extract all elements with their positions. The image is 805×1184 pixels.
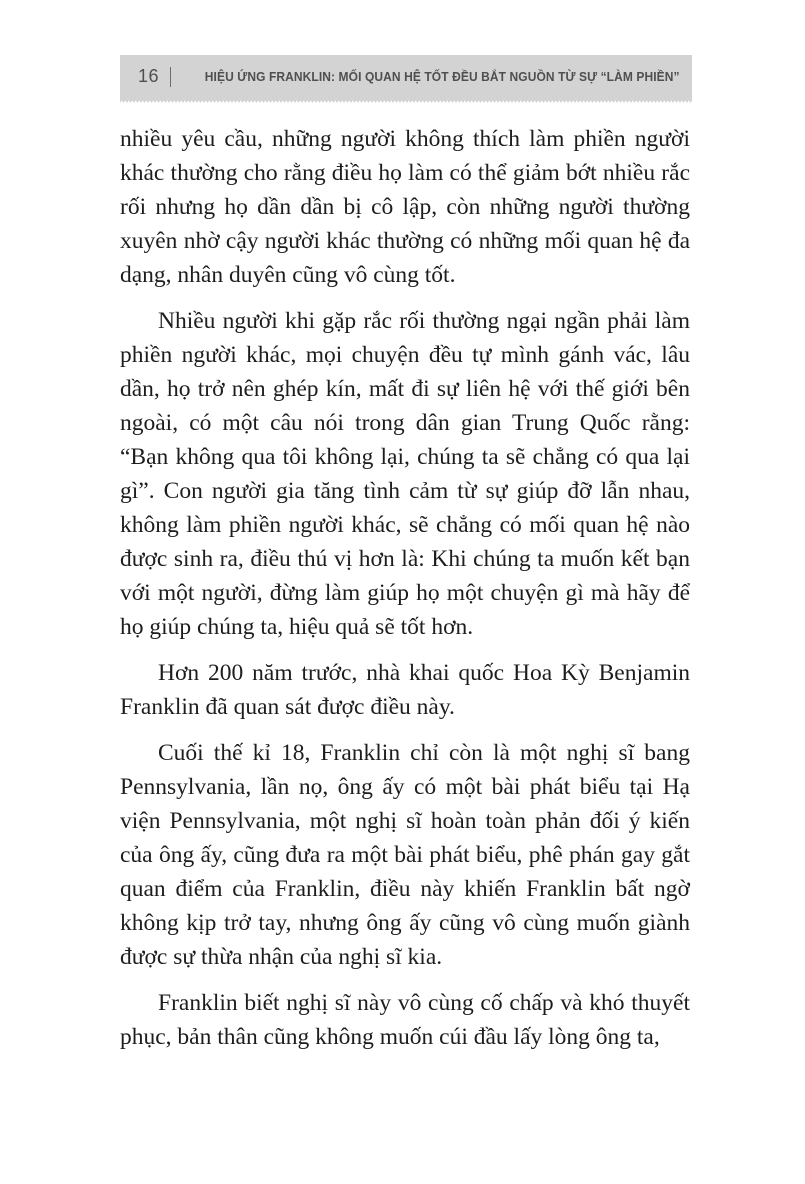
running-title: HIỆU ỨNG FRANKLIN: MỐI QUAN HỆ TỐT ĐỀU BẮT NGUỒN TỪ SỰ “LÀM PHIỀN” — [205, 69, 680, 84]
page-body — [120, 122, 690, 1066]
paragraph-3: Hơn 200 năm trước, nhà khai quốc Hoa Kỳ Benjamin Franklin đã quan sát được điều này. — [120, 660, 690, 720]
paragraph-2: Nhiều người khi gặp rắc rối thường ngại ngần phải làm phiền người khác, mọi chuyện đều tự mình gánh vác, lâu dần, họ trở nên ghép kín, mất đi sự liên hệ với thế giới bên ngoài, có một câu nói trong dân gian Trung Quốc rằng: “Bạn không qua tôi không lại, chúng ta sẽ chẳng có qua lại gì”. Con người gia tăng tình cảm từ sự giúp đỡ lẫn nhau, không làm phiền người khác, sẽ chẳng có mối quan hệ nào được sinh ra, điều thú vị hơn là: Khi chúng ta muốn kết bạn với một người, đừng làm giúp họ một chuyện gì mà hãy để họ giúp chúng ta, hiệu quả sẽ tốt hơn. — [120, 308, 690, 640]
paragraph-4: Cuối thế kỉ 18, Franklin chỉ còn là một nghị sĩ bang Pennsylvania, lần nọ, ông ấy có một bài phát biểu tại Hạ viện Pennsylvania, một nghị sĩ hoàn toàn phản đối ý kiến của ông ấy, cũng đưa ra một bài phát biểu, phê phán gay gắt quan điểm của Franklin, điều này khiến Franklin bất ngờ không kịp trở tay, nhưng ông ấy cũng vô cùng muốn giành được sự thừa nhận của nghị sĩ kia. — [120, 740, 690, 970]
page-header — [120, 55, 692, 103]
running-header-bar — [120, 55, 692, 98]
perforated-edge — [120, 98, 692, 103]
paragraph-1: nhiều yêu cầu, những người không thích làm phiền người khác thường cho rằng điều họ làm có thể giảm bớt nhiều rắc rối nhưng họ dần dần bị cô lập, còn những người thường xuyên nhờ cậy người khác thường có những mối quan hệ đa dạng, nhân duyên cũng vô cùng tốt. — [120, 126, 690, 288]
page-number-divider — [170, 67, 171, 87]
page-number: 16 — [138, 66, 160, 86]
paragraph-5: Franklin biết nghị sĩ này vô cùng cố chấp và khó thuyết phục, bản thân cũng không muốn cúi đầu lấy lòng ông ta, — [120, 990, 690, 1050]
